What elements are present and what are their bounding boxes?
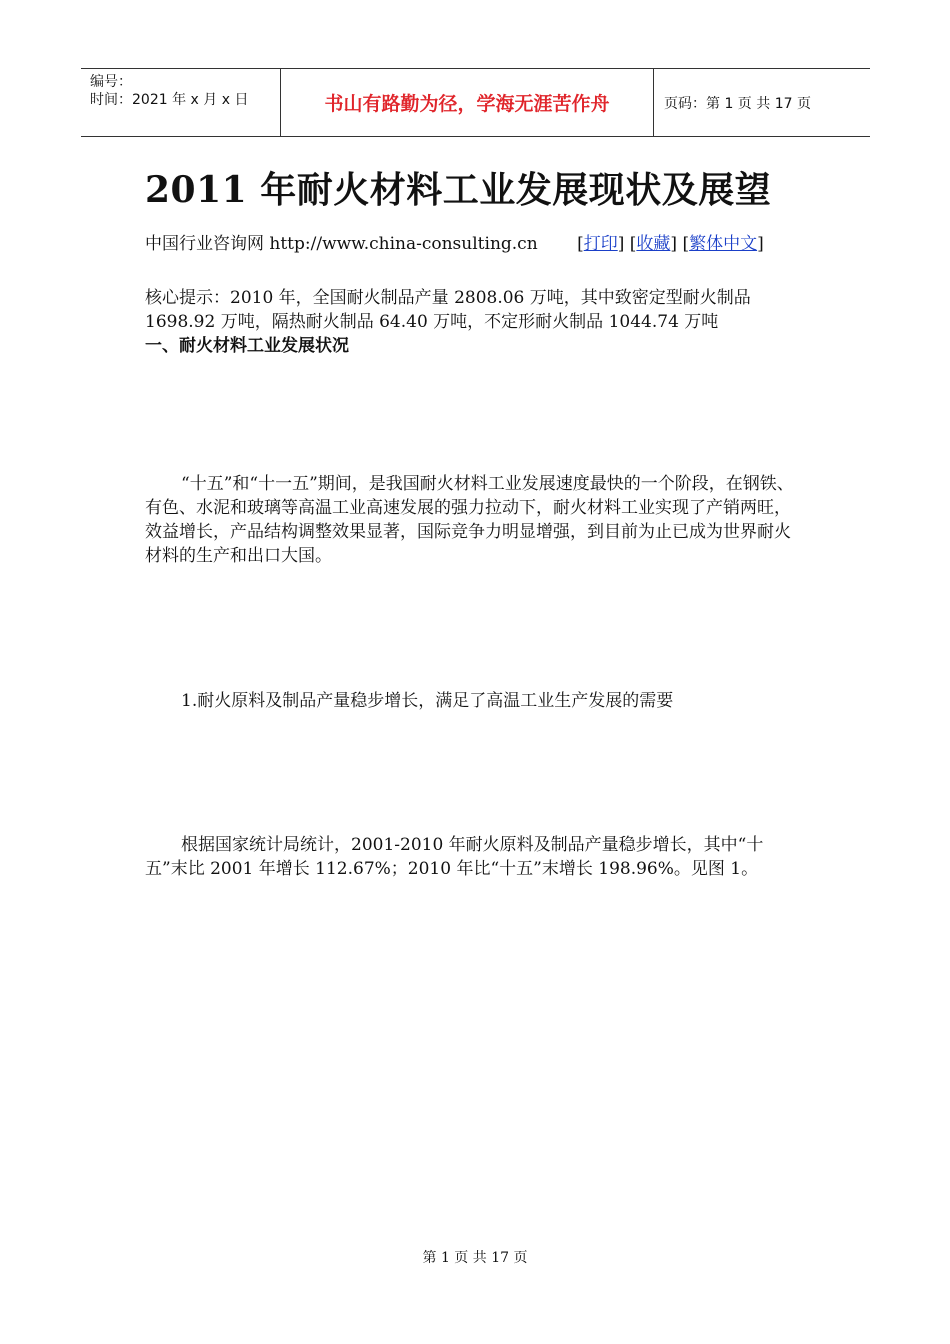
source-links — [577, 232, 764, 256]
header-meta — [81, 69, 281, 136]
subheading-paragraph: 1.耐火原料及制品产量稳步增长，满足了高温工业生产发展的需要 — [181, 691, 674, 711]
section-heading: 一、耐火材料工业发展状况 — [145, 336, 349, 356]
header-motto: 书山有路勤为径，学海无涯苦作舟 — [281, 69, 654, 136]
paragraph: “十五”和“十一五”期间，是我国耐火材料工业发展速度最快的一个阶段，在钢铁、有色、水泥和玻璃等高温工业高速发展的强力拉动下，耐火材料工业实现了产销两旺，效益增长，产品结构调整效果显著，国际竞争力明显增强，到目前为止已成为世界耐火材料的生产和出口大国。 — [145, 474, 794, 566]
favorite-link[interactable]: 收藏 — [636, 234, 671, 254]
traditional-chinese-link[interactable]: 繁体中文 — [689, 234, 758, 254]
bracket: [ — [577, 234, 584, 254]
core-tip: 核心提示：2010 年，全国耐火制品产量 2808.06 万吨，其中致密定型耐火制品 1698.92 万吨，隔热耐火制品 64.40 万吨，不定形耐火制品 1044.74 万吨 — [145, 288, 751, 332]
page-footer: 第 1 页 共 17 页 — [422, 1250, 528, 1266]
bracket: ] — [617, 234, 625, 254]
source-text: 中国行业咨询网 http://www.china-consulting.cn — [145, 234, 538, 254]
source-line — [145, 232, 797, 256]
document-time-label: 时间：2021 年 x 月 x 日 — [90, 92, 249, 108]
document-number-label: 编号： — [90, 74, 132, 90]
bracket: [ — [682, 234, 690, 254]
header-page-info: 页码：第 1 页 共 17 页 — [664, 95, 811, 112]
paragraph: 根据国家统计局统计，2001-2010 年耐火原料及制品产量稳步增长，其中“十五”末比 2001 年增长 112.67%；2010 年比“十五”末增长 198.96%。见图 1。 — [145, 835, 764, 879]
page-header — [81, 68, 870, 137]
bracket: ] — [757, 234, 764, 254]
bracket: ] — [670, 234, 678, 254]
document-title: 2011 年耐火材料工业发展现状及展望 — [145, 169, 772, 211]
print-link[interactable]: 打印 — [583, 234, 618, 254]
bracket: [ — [629, 234, 637, 254]
